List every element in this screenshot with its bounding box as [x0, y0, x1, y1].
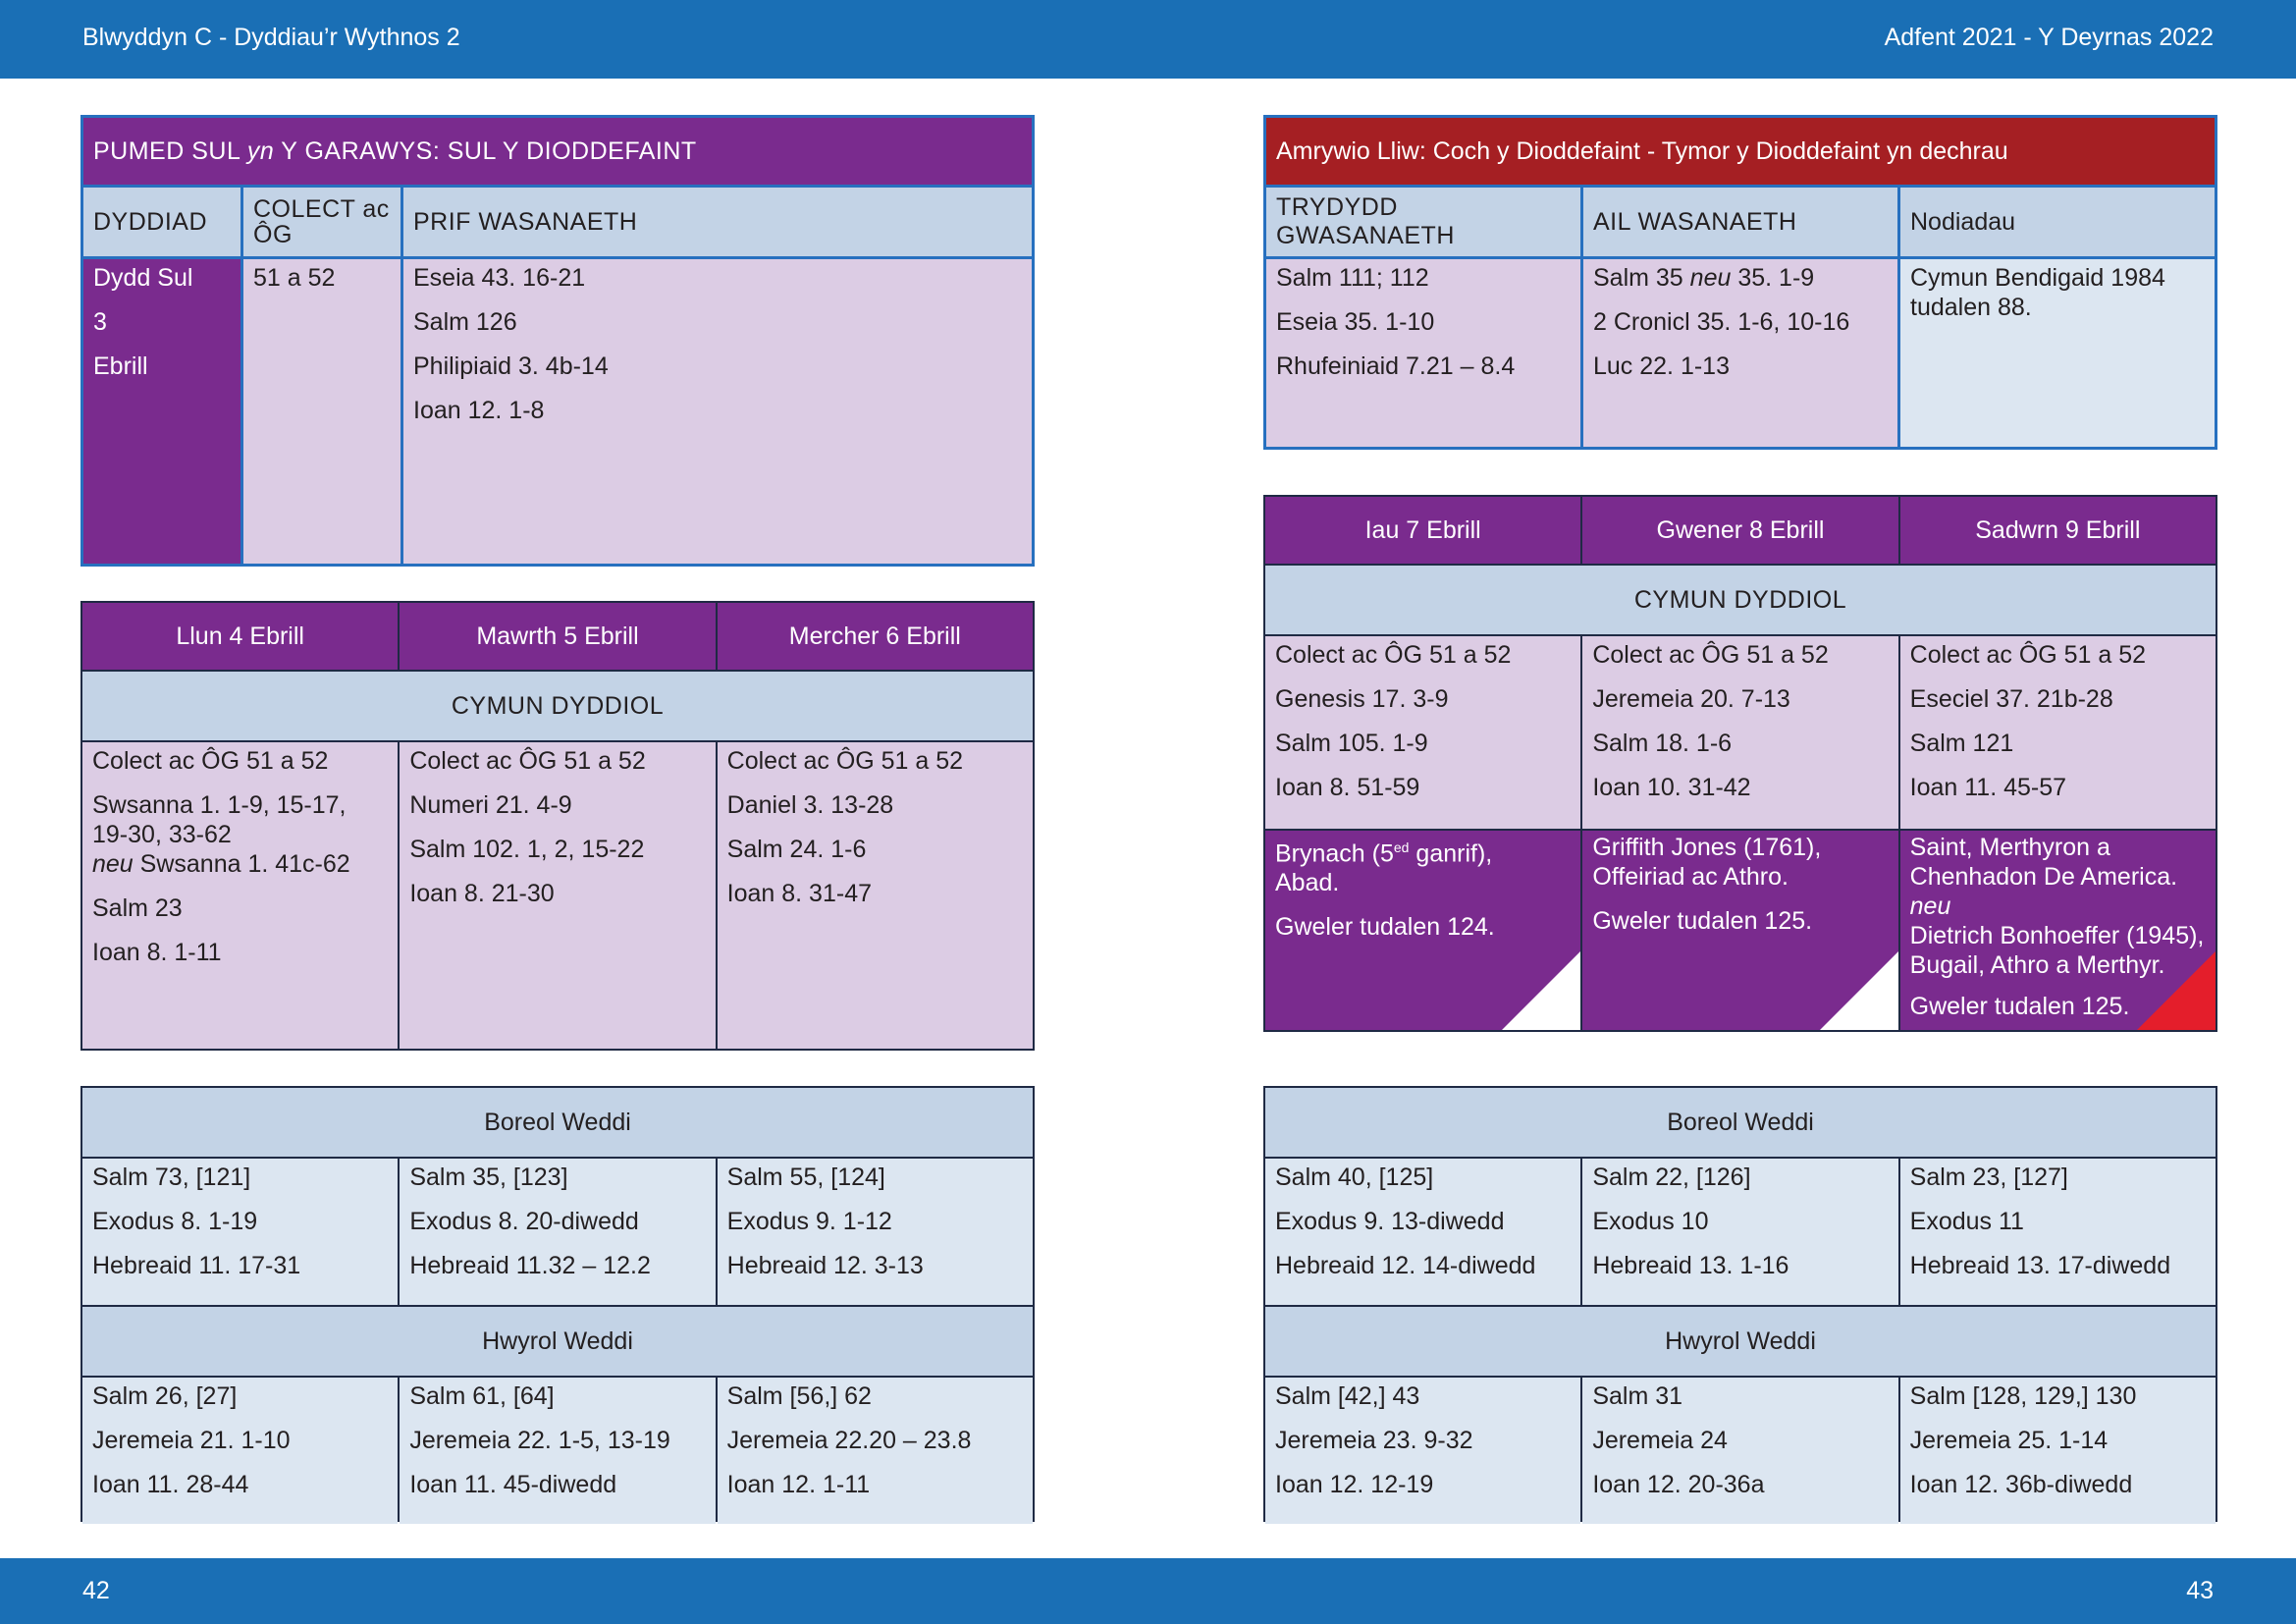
reading: Colect ac ÔG 51 a 52 [92, 747, 329, 775]
section-header-morning-prayer: Boreol Weddi [1265, 1088, 2216, 1157]
commemoration-name: Chenhadon De America. [1909, 863, 2178, 891]
wednesday-readings [718, 742, 1033, 1049]
office-cell [1582, 1159, 1897, 1305]
reading: Colect ac ÔG 51 a 52 [1592, 641, 1829, 669]
col-header-notes: Nodiadau [1900, 188, 2215, 256]
office-cell [718, 1378, 1033, 1524]
office-cell [1265, 1378, 1580, 1524]
reading-part: Salm 35 [1593, 264, 1690, 292]
sunday-colect-cell [243, 259, 400, 564]
commemoration-name: Dietrich Bonhoeffer (1945), [1909, 922, 2205, 949]
header-left-title: Blwyddyn C - Dyddiau’r Wythnos 2 [82, 24, 460, 51]
day-header-wednesday: Mercher 6 Ebrill [718, 603, 1033, 670]
reading-neu: neu [92, 850, 133, 878]
reading: Hebreaid 13. 17-diwedd [1909, 1252, 2171, 1279]
reading: Jeremeia 22. 1-5, 13-19 [409, 1427, 670, 1454]
day-header-tuesday: Mawrth 5 Ebrill [400, 603, 715, 670]
reading: Jeremeia 21. 1-10 [92, 1427, 291, 1454]
reading: Salm 61, [64] [409, 1382, 555, 1410]
date-line: Ebrill [93, 352, 148, 380]
section-header-daily-communion: CYMUN DYDDIOL [1265, 566, 2216, 634]
reading: Ioan 10. 31-42 [1592, 774, 1751, 801]
corner-marker [1502, 951, 1580, 1030]
reading: Hebreaid 11. 17-31 [92, 1252, 301, 1279]
reading: Jeremeia 23. 9-32 [1275, 1427, 1473, 1454]
col-header-colect: COLECT ac ÔG [243, 188, 400, 256]
day-header-friday: Gwener 8 Ebrill [1582, 497, 1897, 564]
office-cell [82, 1378, 398, 1524]
reading: Salm 111; 112 [1276, 264, 1429, 292]
reading: Jeremeia 20. 7-13 [1592, 685, 1790, 713]
office-cell [1582, 1378, 1897, 1524]
reading: Salm 23, [127] [1909, 1164, 2068, 1191]
weekday-table-left [80, 601, 1035, 1051]
reading: Salm 23 [92, 894, 183, 922]
reading: Salm 121 [1909, 730, 2014, 757]
weekday-table-right [1263, 495, 2217, 1032]
colour-table [1263, 115, 2217, 450]
section-header-morning-prayer: Boreol Weddi [82, 1088, 1033, 1157]
reading: 2 Cronicl 35. 1-6, 10-16 [1593, 308, 1850, 336]
page-footer-bar [0, 1558, 2296, 1624]
reading: Swsanna 1. 1-9, 15-17, 19-30, 33-62 [92, 791, 347, 848]
offices-table-left [80, 1086, 1035, 1522]
reading: Salm [56,] 62 [726, 1382, 872, 1410]
sunday-title-pre: PUMED SUL [93, 136, 247, 165]
see-page-ref: Gweler tudalen 125. [1592, 907, 1813, 935]
thursday-readings [1265, 636, 1580, 829]
reading: Hebreaid 13. 1-16 [1592, 1252, 1789, 1279]
office-cell [1900, 1378, 2216, 1524]
reading: Salm 105. 1-9 [1275, 730, 1428, 757]
reading [92, 849, 388, 879]
reading: Ioan 8. 21-30 [409, 880, 555, 907]
commemoration-title: Bugail, Athro a Merthyr. [1909, 951, 2165, 979]
header-right-title: Adfent 2021 - Y Deyrnas 2022 [1884, 24, 2214, 51]
friday-commemoration [1582, 831, 1897, 1030]
commemoration-name: Saint, Merthyron a [1909, 834, 2110, 861]
saturday-readings [1900, 636, 2216, 829]
date-line: 3 [93, 308, 107, 336]
monday-readings [82, 742, 398, 1049]
commemoration-name [1275, 833, 1571, 868]
reading: Ioan 12. 1-8 [413, 397, 545, 424]
sunday-title-italic: yn [246, 136, 275, 165]
reading: Exodus 8. 20-diwedd [409, 1208, 639, 1235]
sunday-date-cell [83, 259, 240, 564]
ordinal-suffix: ed [1393, 839, 1410, 855]
reading: Daniel 3. 13-28 [726, 791, 894, 819]
reading: Genesis 17. 3-9 [1275, 685, 1449, 713]
section-header-evening-prayer: Hwyrol Weddi [82, 1307, 1033, 1376]
col-header-main-service: PRIF WASANAETH [403, 188, 1032, 256]
commem-part: Brynach (5 [1275, 839, 1394, 868]
sunday-table [80, 115, 1035, 567]
reading: Rhufeiniaid 7.21 – 8.4 [1276, 352, 1516, 380]
office-cell [400, 1159, 715, 1305]
reading: Ioan 8. 31-47 [726, 880, 872, 907]
reading: Salm 73, [121] [92, 1164, 251, 1191]
office-cell [82, 1159, 398, 1305]
page-number-right: 43 [2186, 1577, 2214, 1604]
reading: Exodus 11 [1909, 1208, 2024, 1235]
office-cell [1900, 1159, 2216, 1305]
reading: Salm 22, [126] [1592, 1164, 1751, 1191]
reading: Salm 24. 1-6 [726, 836, 867, 863]
page-number-left: 42 [82, 1577, 110, 1604]
reading: Ioan 8. 51-59 [1275, 774, 1420, 801]
commemoration-neu: neu [1909, 893, 1951, 920]
reading: Salm 126 [413, 308, 517, 336]
reading: Exodus 10 [1592, 1208, 1709, 1235]
reading: Numeri 21. 4-9 [409, 791, 572, 819]
commemoration-title: Abad. [1275, 869, 1340, 897]
reading: Colect ac ÔG 51 a 52 [409, 747, 646, 775]
reading: Hebreaid 12. 3-13 [726, 1252, 924, 1279]
col-header-second-service: AIL WASANAETH [1583, 188, 1897, 256]
reading: Ioan 12. 1-11 [726, 1471, 871, 1498]
notes-cell [1900, 259, 2215, 447]
section-header-daily-communion: CYMUN DYDDIOL [82, 672, 1033, 740]
corner-marker [1820, 951, 1898, 1030]
col-header-date: DYDDIAD [83, 188, 240, 256]
sunday-title-post: Y GARAWYS: SUL Y DIODDEFAINT [274, 136, 697, 165]
colect-value: 51 a 52 [253, 264, 336, 292]
page-header-bar [0, 0, 2296, 79]
reading: Ioan 11. 45-57 [1909, 774, 2067, 801]
office-cell [400, 1378, 715, 1524]
reading: Ioan 12. 12-19 [1275, 1471, 1434, 1498]
see-page-ref: Gweler tudalen 125. [1909, 993, 2130, 1020]
reading: Jeremeia 24 [1592, 1427, 1728, 1454]
reading [1593, 263, 1888, 293]
reading: Salm 26, [27] [92, 1382, 238, 1410]
second-service-cell [1583, 259, 1897, 447]
commemoration-title: Offeiriad ac Athro. [1592, 863, 1789, 891]
reading: Ioan 11. 28-44 [92, 1471, 249, 1498]
reading: Salm 102. 1, 2, 15-22 [409, 836, 645, 863]
reading: Ioan 11. 45-diwedd [409, 1471, 617, 1498]
reading: Salm 40, [125] [1275, 1164, 1434, 1191]
reading: Ioan 12. 36b-diwedd [1909, 1471, 2133, 1498]
reading: Exodus 8. 1-19 [92, 1208, 258, 1235]
col-header-third-service: TRYDYDD GWASANAETH [1266, 188, 1580, 256]
reading-neu: neu [1689, 264, 1732, 292]
third-service-cell [1266, 259, 1580, 447]
see-page-ref: Gweler tudalen 124. [1275, 913, 1495, 942]
reading: Jeremeia 22.20 – 23.8 [726, 1427, 972, 1454]
notes-text: Cymun Bendigaid 1984 tudalen 88. [1910, 264, 2165, 321]
date-line: Dydd Sul [93, 264, 193, 292]
reading: Colect ac ÔG 51 a 52 [726, 747, 964, 775]
thursday-commemoration [1265, 831, 1580, 1030]
reading: Colect ac ÔG 51 a 52 [1909, 641, 2147, 669]
day-header-thursday: Iau 7 Ebrill [1265, 497, 1580, 564]
reading: Exodus 9. 1-12 [726, 1208, 892, 1235]
reading: Jeremeia 25. 1-14 [1909, 1427, 2109, 1454]
commemoration-name: Griffith Jones (1761), [1592, 834, 1822, 861]
day-header-monday: Llun 4 Ebrill [82, 603, 398, 670]
reading: Salm 18. 1-6 [1592, 730, 1733, 757]
reading: Salm 35, [123] [409, 1164, 568, 1191]
reading: Eseciel 37. 21b-28 [1909, 685, 2113, 713]
reading: Ioan 12. 20-36a [1592, 1471, 1765, 1498]
reading: Philipiaid 3. 4b-14 [413, 352, 609, 380]
reading-part: 35. 1-9 [1731, 264, 1815, 292]
commem-part: ganrif), [1409, 839, 1493, 868]
reading: Salm 55, [124] [726, 1164, 885, 1191]
reading: Salm [42,] 43 [1275, 1382, 1420, 1410]
reading: Hebreaid 11.32 – 12.2 [409, 1252, 651, 1279]
office-cell [718, 1159, 1033, 1305]
section-header-evening-prayer: Hwyrol Weddi [1265, 1307, 2216, 1376]
office-cell [1265, 1159, 1580, 1305]
reading: Eseia 43. 16-21 [413, 264, 586, 292]
reading: Eseia 35. 1-10 [1276, 308, 1435, 336]
reading: Colect ac ÔG 51 a 52 [1275, 641, 1512, 669]
reading: Luc 22. 1-13 [1593, 352, 1730, 380]
reading: Salm [128, 129,] 130 [1909, 1382, 2137, 1410]
reading: Ioan 8. 1-11 [92, 939, 222, 966]
offices-table-right [1263, 1086, 2217, 1522]
friday-readings [1582, 636, 1897, 829]
colour-title: Amrywio Lliw: Coch y Dioddefaint - Tymor y Dioddefaint yn dechrau [1266, 118, 2215, 185]
sunday-title [83, 118, 1032, 185]
reading: Exodus 9. 13-diwedd [1275, 1208, 1505, 1235]
tuesday-readings [400, 742, 715, 1049]
day-header-saturday: Sadwrn 9 Ebrill [1900, 497, 2216, 564]
reading: Salm 31 [1592, 1382, 1683, 1410]
reading-part: Swsanna 1. 41c-62 [133, 850, 350, 878]
reading: Hebreaid 12. 14-diwedd [1275, 1252, 1536, 1279]
saturday-commemoration [1900, 831, 2216, 1030]
sunday-readings-cell [403, 259, 1032, 564]
